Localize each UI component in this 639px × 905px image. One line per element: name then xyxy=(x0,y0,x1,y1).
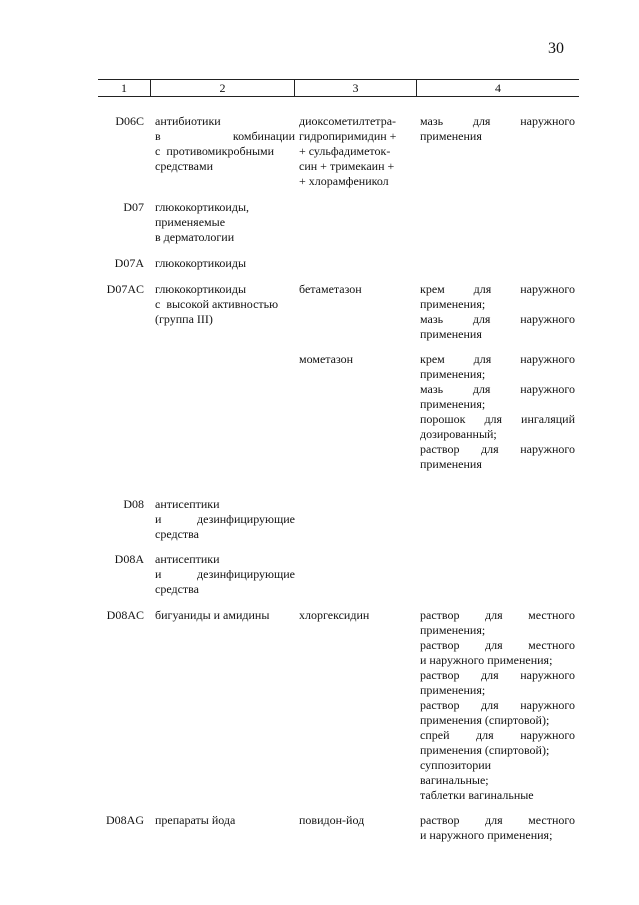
row-group-line: (группа III) xyxy=(155,312,213,326)
row-forms-line: раствор для местного xyxy=(420,608,575,622)
row-code: D08AG xyxy=(106,813,144,827)
row-substance-line: мометазон xyxy=(299,352,354,366)
row-forms-line: порошок для ингаляций xyxy=(420,412,575,426)
row-substance-line: + сульфадиметок- xyxy=(299,144,391,158)
row-forms-line: применения (спиртовой); xyxy=(420,743,550,757)
row-forms-line: дозированный; xyxy=(420,427,497,441)
row-code: D08AC xyxy=(106,608,144,622)
row-forms-line: мазь для наружного xyxy=(420,312,575,326)
row-forms xyxy=(420,608,575,803)
row-forms xyxy=(420,282,575,342)
row-substance xyxy=(299,352,413,367)
row-group-line: с противомикробными xyxy=(155,144,275,158)
row-group-line: глюкокортикоиды, xyxy=(155,200,250,214)
row-group-line: антисептики xyxy=(155,552,220,566)
row-forms-line: применения xyxy=(420,129,482,143)
row-substance-line: син + тримекаин + xyxy=(299,159,395,173)
row-substance xyxy=(299,608,413,623)
row-group-line: бигуаниды и амидины xyxy=(155,608,270,622)
row-forms-line: мазь для наружного xyxy=(420,114,575,128)
row-substance-line: хлоргексидин xyxy=(299,608,370,622)
row-substance-line: бетаметазон xyxy=(299,282,362,296)
row-group xyxy=(155,282,295,327)
row-group xyxy=(155,552,295,597)
row-forms-line: применения xyxy=(420,327,482,341)
row-group-line: применяемые xyxy=(155,215,226,229)
row-substance-line: диоксометилтетра- xyxy=(299,114,397,128)
row-group-line: антисептики xyxy=(155,497,220,511)
row-substance xyxy=(299,114,413,189)
row-group-line: средства xyxy=(155,527,200,541)
row-group-line: средствами xyxy=(155,159,214,173)
row-forms-line: применения (спиртовой); xyxy=(420,713,550,727)
row-code: D08 xyxy=(123,497,144,511)
row-forms-line: применения; xyxy=(420,367,486,381)
row-group-line: антибиотики xyxy=(155,114,221,128)
row-forms-line: таблетки вагинальные xyxy=(420,788,534,802)
row-group xyxy=(155,200,295,245)
row-forms-line: крем для наружного xyxy=(420,282,575,296)
header-col-2: 2 xyxy=(150,80,294,96)
row-substance-line: гидропиримидин + xyxy=(299,129,397,143)
row-forms-line: спрей для наружного xyxy=(420,728,575,742)
row-substance-line: + хлорамфеникол xyxy=(299,174,389,188)
row-forms-line: суппозитории xyxy=(420,758,492,772)
row-group-line: и дезинфицирующие xyxy=(155,512,295,526)
row-forms-line: раствор для наружного xyxy=(420,442,575,456)
row-forms-line: применения; xyxy=(420,297,486,311)
row-forms xyxy=(420,352,575,472)
row-code: D07AC xyxy=(106,282,144,296)
row-group xyxy=(155,813,295,828)
row-group xyxy=(155,608,295,623)
row-group xyxy=(155,497,295,542)
header-col-1: 1 xyxy=(121,81,127,95)
row-group-line: препараты йода xyxy=(155,813,236,827)
row-group-line: в комбинации xyxy=(155,129,295,143)
row-forms-line: применения; xyxy=(420,683,486,697)
table-header xyxy=(98,79,579,97)
row-forms-line: раствор для наружного xyxy=(420,668,575,682)
row-group xyxy=(155,114,295,174)
row-forms-line: применения; xyxy=(420,397,486,411)
row-group-line: глюкокортикоиды xyxy=(155,256,247,270)
row-forms-line: раствор для местного xyxy=(420,638,575,652)
row-substance-line: повидон-йод xyxy=(299,813,365,827)
row-group xyxy=(155,256,295,271)
row-substance xyxy=(299,282,413,297)
row-forms-line: мазь для наружного xyxy=(420,382,575,396)
row-forms-line: вагинальные; xyxy=(420,773,489,787)
row-forms-line: и наружного применения; xyxy=(420,653,553,667)
row-forms xyxy=(420,114,575,144)
row-forms-line: и наружного применения; xyxy=(420,828,553,842)
row-forms-line: применения; xyxy=(420,623,486,637)
header-col-4: 4 xyxy=(416,80,579,96)
row-group-line: средства xyxy=(155,582,200,596)
row-code: D07A xyxy=(114,256,144,270)
row-code: D07 xyxy=(123,200,144,214)
row-group-line: в дерматологии xyxy=(155,230,235,244)
header-col-3: 3 xyxy=(294,80,416,96)
row-group-line: и дезинфицирующие xyxy=(155,567,295,581)
row-forms-line: крем для наружного xyxy=(420,352,575,366)
row-code: D08A xyxy=(114,552,144,566)
row-code: D06C xyxy=(115,114,144,128)
row-forms-line: раствор для наружного xyxy=(420,698,575,712)
row-substance xyxy=(299,813,413,828)
page-number: 30 xyxy=(548,40,564,57)
row-forms-line: раствор для местного xyxy=(420,813,575,827)
row-group-line: глюкокортикоиды xyxy=(155,282,247,296)
row-group-line: с высокой активностью xyxy=(155,297,279,311)
row-forms xyxy=(420,813,575,843)
row-forms-line: применения xyxy=(420,457,482,471)
